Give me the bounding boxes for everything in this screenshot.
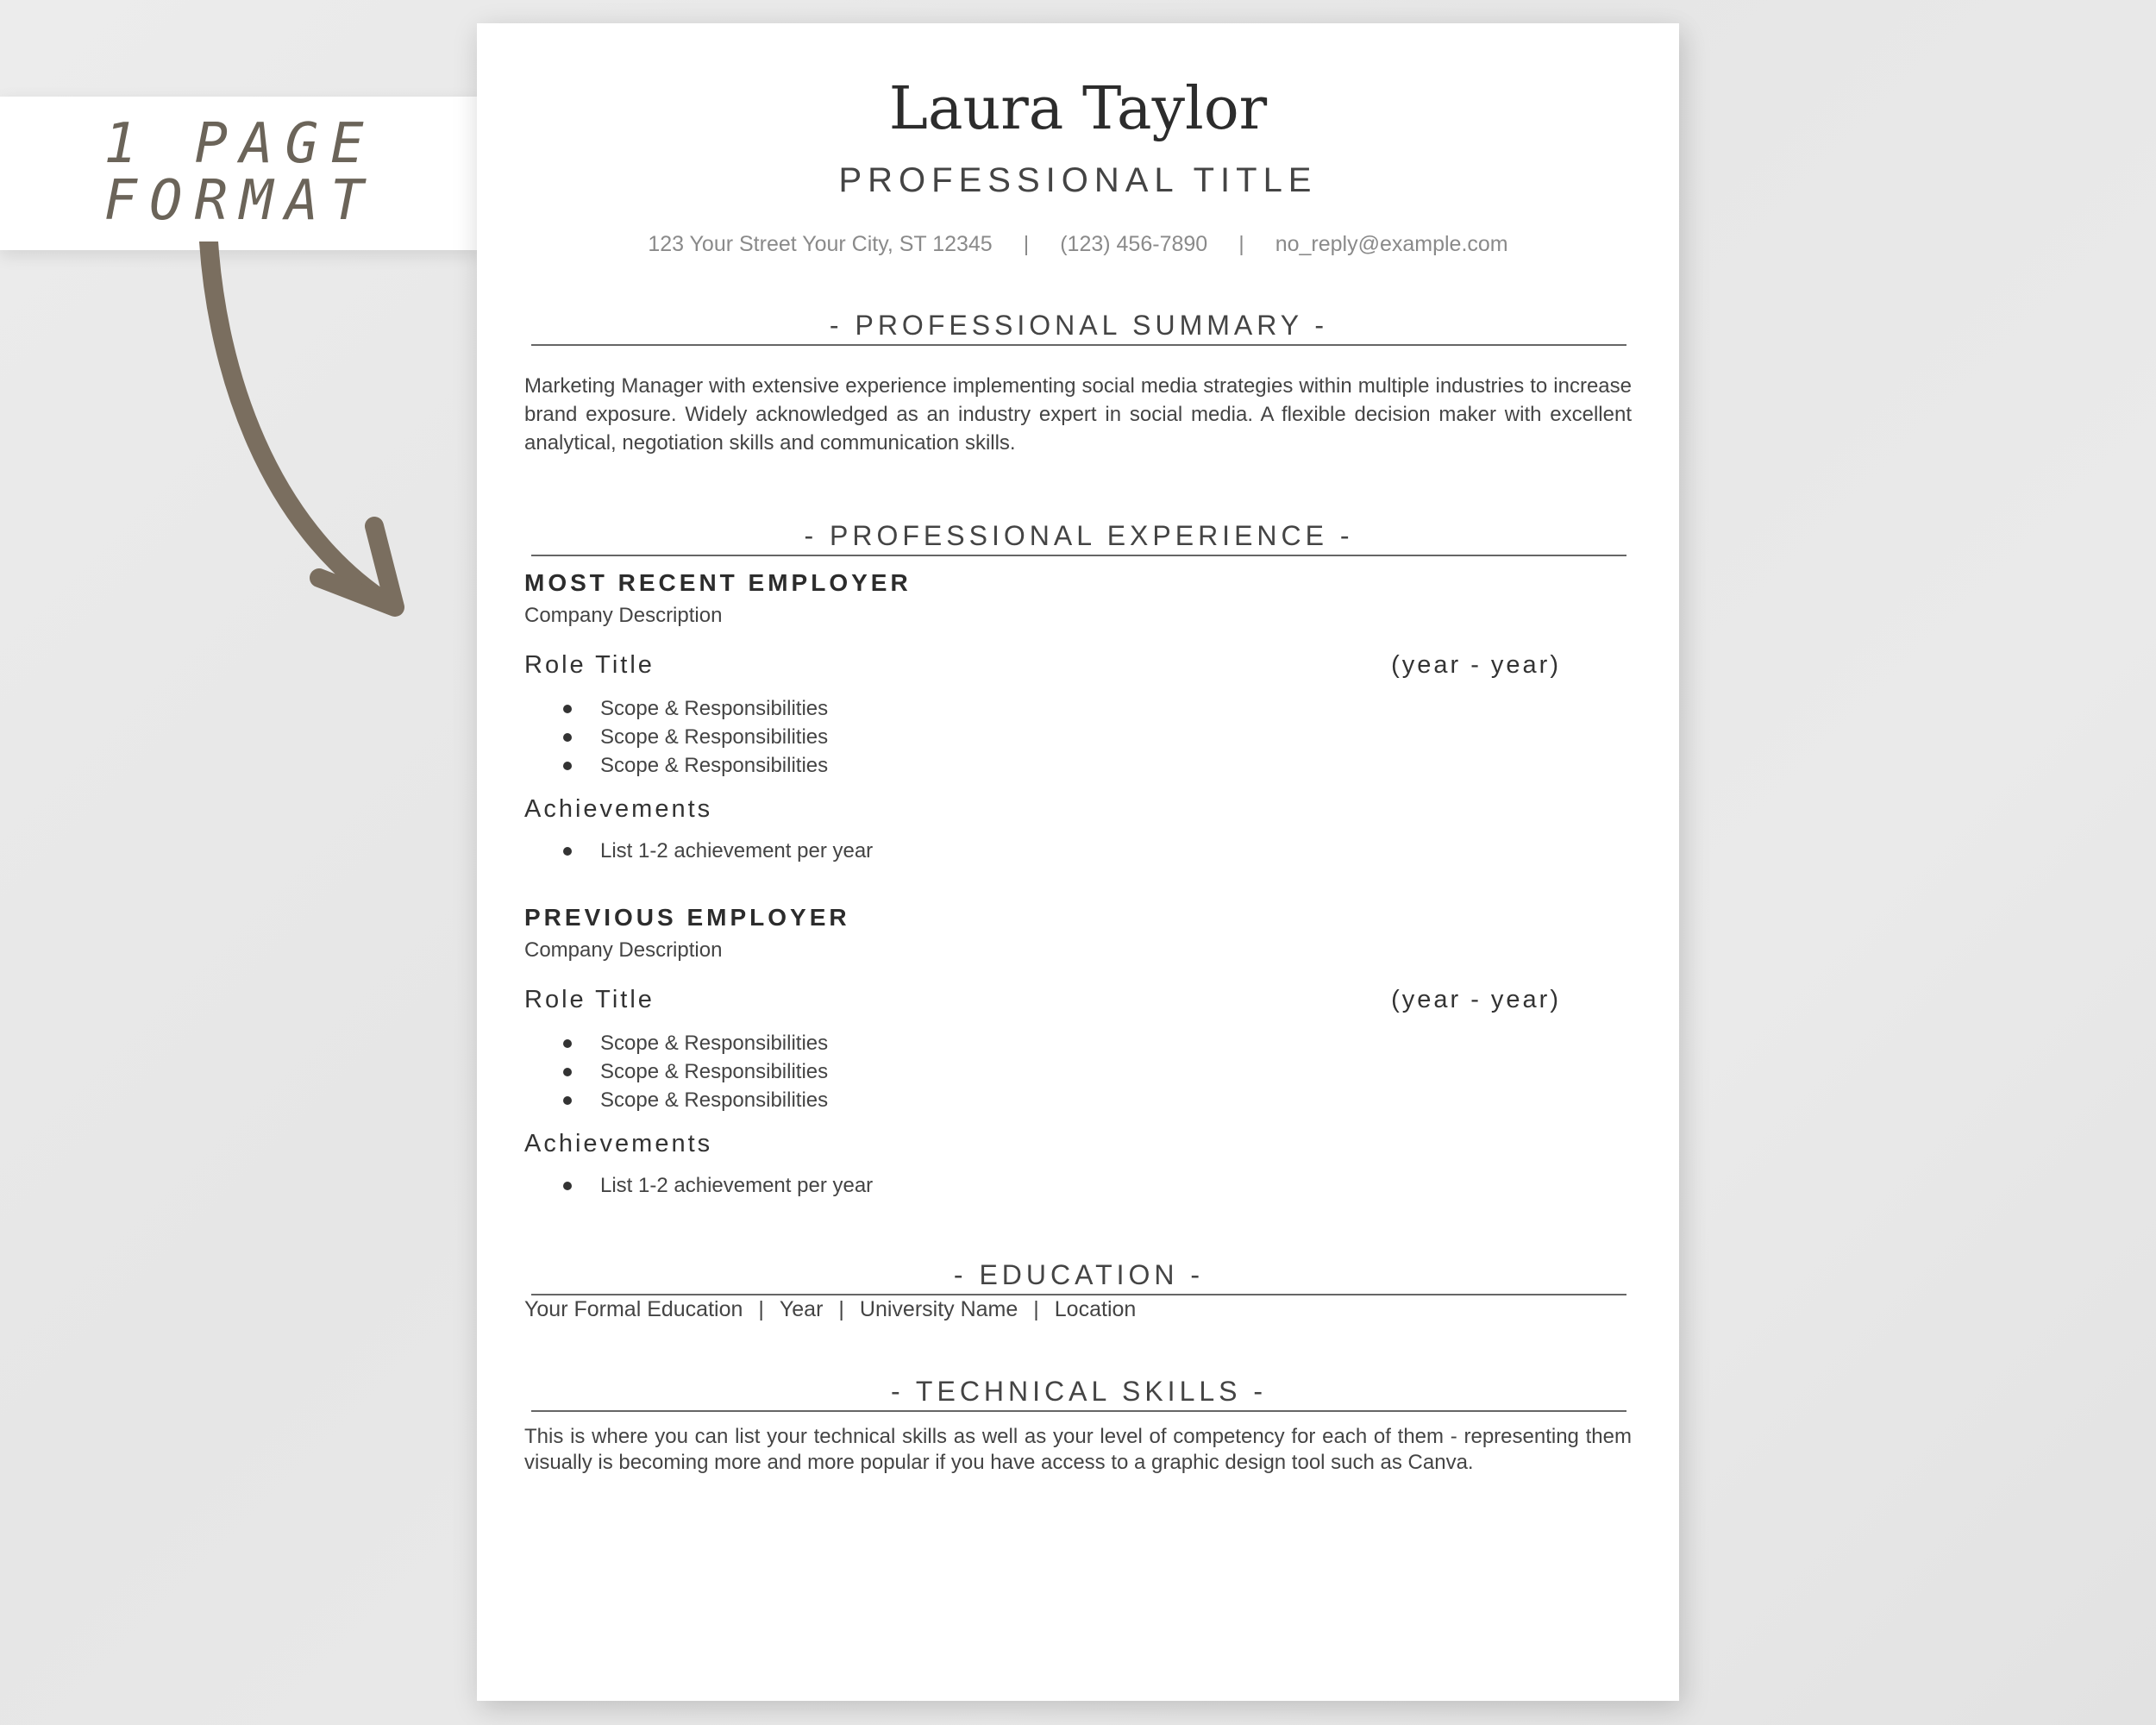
resume-page — [477, 23, 1679, 1701]
employer-name: MOST RECENT EMPLOYER — [524, 569, 912, 596]
list-item — [524, 694, 828, 723]
contact-email: no_reply@example.com — [1275, 232, 1508, 256]
contact-address: 123 Your Street Your City, ST 12345 — [648, 232, 993, 256]
responsibilities-list — [524, 694, 828, 780]
achievements-list — [524, 837, 873, 865]
list-item — [524, 723, 828, 751]
education-separator: | — [838, 1297, 844, 1321]
resume-title: PROFESSIONAL TITLE — [838, 161, 1318, 199]
responsibility-text: Scope & Responsibilities — [600, 1060, 829, 1083]
company-description: Company Description — [524, 938, 723, 962]
resume-name: Laura Taylor — [888, 75, 1268, 143]
list-item — [524, 1057, 828, 1086]
contact-separator: | — [1023, 232, 1030, 256]
responsibility-text: Scope & Responsibilities — [600, 1088, 829, 1112]
education-separator: | — [758, 1297, 764, 1321]
bullet-icon — [563, 1068, 572, 1076]
employer-name: PREVIOUS EMPLOYER — [524, 904, 850, 931]
responsibility-text: Scope & Responsibilities — [600, 725, 829, 749]
skills-text: This is where you can list your technical skills as well as your level of competency for each of them - representing them visually is becoming more and more popular if you have access to a graphic design tool such as Canva. — [524, 1425, 1632, 1474]
role-title: Role Title — [524, 651, 655, 679]
responsibility-text: Scope & Responsibilities — [600, 697, 829, 720]
format-banner — [0, 97, 479, 250]
bullet-icon — [563, 762, 572, 770]
education-line — [524, 1297, 1136, 1322]
education-year: Year — [779, 1297, 824, 1321]
experience-heading: - PROFESSIONAL EXPERIENCE - — [531, 518, 1626, 556]
skills-heading: - TECHNICAL SKILLS - — [531, 1374, 1626, 1412]
achievements-label: Achievements — [524, 795, 713, 823]
contact-phone: (123) 456-7890 — [1060, 232, 1208, 256]
arrow-icon — [172, 242, 431, 638]
bullet-icon — [563, 1182, 572, 1190]
list-item — [524, 1086, 828, 1114]
company-description: Company Description — [524, 604, 723, 627]
achievement-text: List 1-2 achievement per year — [600, 1174, 874, 1197]
role-years: (year - year) — [1391, 651, 1561, 679]
contact-separator: | — [1238, 232, 1244, 256]
summary-heading: - PROFESSIONAL SUMMARY - — [531, 308, 1626, 346]
banner-line-2: FORMAT — [103, 169, 376, 233]
contact-line — [477, 232, 1679, 257]
banner-line-1: 1 PAGE — [103, 112, 376, 176]
responsibility-text: Scope & Responsibilities — [600, 754, 829, 777]
achievements-label: Achievements — [524, 1130, 713, 1157]
education-location: Location — [1054, 1297, 1137, 1321]
responsibility-text: Scope & Responsibilities — [600, 1032, 829, 1055]
list-item — [524, 751, 828, 780]
achievement-text: List 1-2 achievement per year — [600, 839, 874, 862]
responsibilities-list — [524, 1029, 828, 1114]
education-degree: Your Formal Education — [524, 1297, 743, 1321]
list-item — [524, 837, 873, 865]
bullet-icon — [563, 1039, 572, 1048]
achievements-list — [524, 1171, 873, 1200]
list-item — [524, 1029, 828, 1057]
bullet-icon — [563, 847, 572, 856]
role-title: Role Title — [524, 986, 655, 1013]
banner-text — [0, 112, 479, 233]
bullet-icon — [563, 705, 572, 713]
bullet-icon — [563, 733, 572, 742]
education-university: University Name — [859, 1297, 1018, 1321]
role-years: (year - year) — [1391, 986, 1561, 1013]
education-heading: - EDUCATION - — [531, 1258, 1626, 1295]
education-separator: | — [1033, 1297, 1039, 1321]
bullet-icon — [563, 1096, 572, 1105]
summary-text: Marketing Manager with extensive experience implementing social media strategies within multiple industries to increase brand exposure. Widely acknowledged as an industry expert in social media. A flexible decision maker with excellent analytical, negotiation skills and communication skills. — [524, 374, 1632, 455]
list-item — [524, 1171, 873, 1200]
